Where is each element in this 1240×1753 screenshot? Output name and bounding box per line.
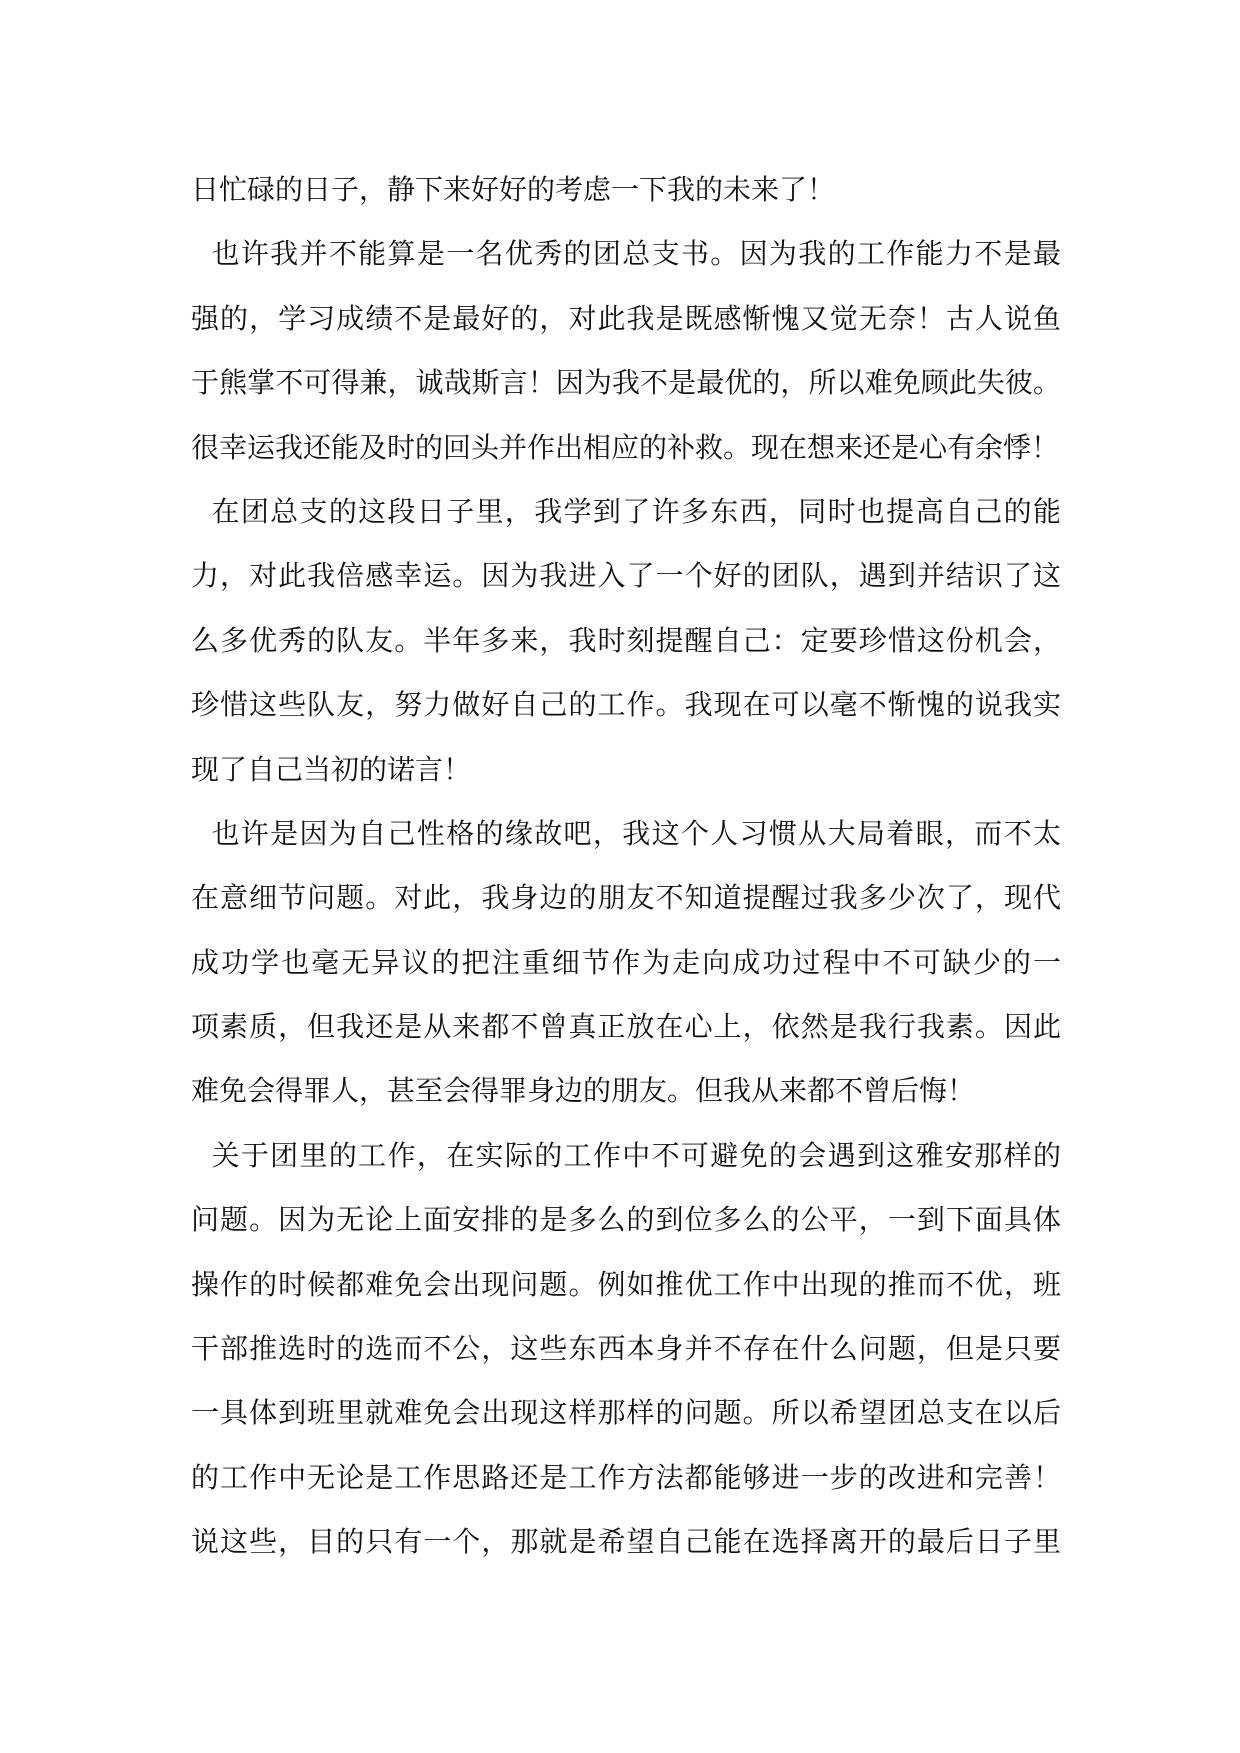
text-line: 干部推选时的选而不公，这些东西本身并不存在什么问题，但是只要 xyxy=(191,1332,1061,1366)
body-text xyxy=(191,158,1061,1575)
text-line: 项素质，但我还是从来都不曾真正放在心上，依然是我行我素。因此 xyxy=(191,1010,1061,1044)
text-line: 关于团里的工作，在实际的工作中不可避免的会遇到这雅安那样的 xyxy=(191,1138,1061,1172)
text-line: 在团总支的这段日子里，我学到了许多东西，同时也提高自己的能 xyxy=(191,494,1061,528)
text-line: 于熊掌不可得兼，诚哉斯言！因为我不是最优的，所以难免顾此失彼。 xyxy=(191,366,1061,400)
text-line: 也许是因为自己性格的缘故吧，我这个人习惯从大局着眼，而不太 xyxy=(191,816,1061,850)
text-line: 成功学也毫无异议的把注重细节作为走向成功过程中不可缺少的一 xyxy=(191,945,1061,979)
text-line: 难免会得罪人，甚至会得罪身边的朋友。但我从来都不曾后悔！ xyxy=(191,1074,976,1108)
text-line: 在意细节问题。对此，我身边的朋友不知道提醒过我多少次了，现代 xyxy=(191,881,1061,915)
text-line: 珍惜这些队友，努力做好自己的工作。我现在可以毫不惭愧的说我实 xyxy=(191,688,1061,722)
text-line: 现了自己当初的诺言！ xyxy=(191,752,472,786)
text-line: 也许我并不能算是一名优秀的团总支书。因为我的工作能力不是最 xyxy=(191,237,1061,271)
text-line: 强的，学习成绩不是最好的，对此我是既感惭愧又觉无奈！古人说鱼 xyxy=(191,301,1061,335)
text-line: 说这些，目的只有一个，那就是希望自己能在选择离开的最后日子里 xyxy=(191,1525,1061,1559)
text-line: 么多优秀的队友。半年多来，我时刻提醒自己：定要珍惜这份机会， xyxy=(191,623,1061,657)
text-line: 力，对此我倍感幸运。因为我进入了一个好的团队，遇到并结识了这 xyxy=(191,559,1061,593)
text-line: 操作的时候都难免会出现问题。例如推优工作中出现的推而不优，班 xyxy=(191,1267,1061,1301)
text-line: 的工作中无论是工作思路还是工作方法都能够进一步的改进和完善！ xyxy=(191,1460,1061,1494)
text-line: 一具体到班里就难免会出现这样那样的问题。所以希望团总支在以后 xyxy=(191,1396,1061,1430)
text-line: 很幸运我还能及时的回头并作出相应的补救。现在想来还是心有余悸！ xyxy=(191,430,1060,464)
text-line: 问题。因为无论上面安排的是多么的到位多么的公平，一到下面具体 xyxy=(191,1203,1061,1237)
text-line: 日忙碌的日子，静下来好好的考虑一下我的未来了！ xyxy=(191,173,836,206)
